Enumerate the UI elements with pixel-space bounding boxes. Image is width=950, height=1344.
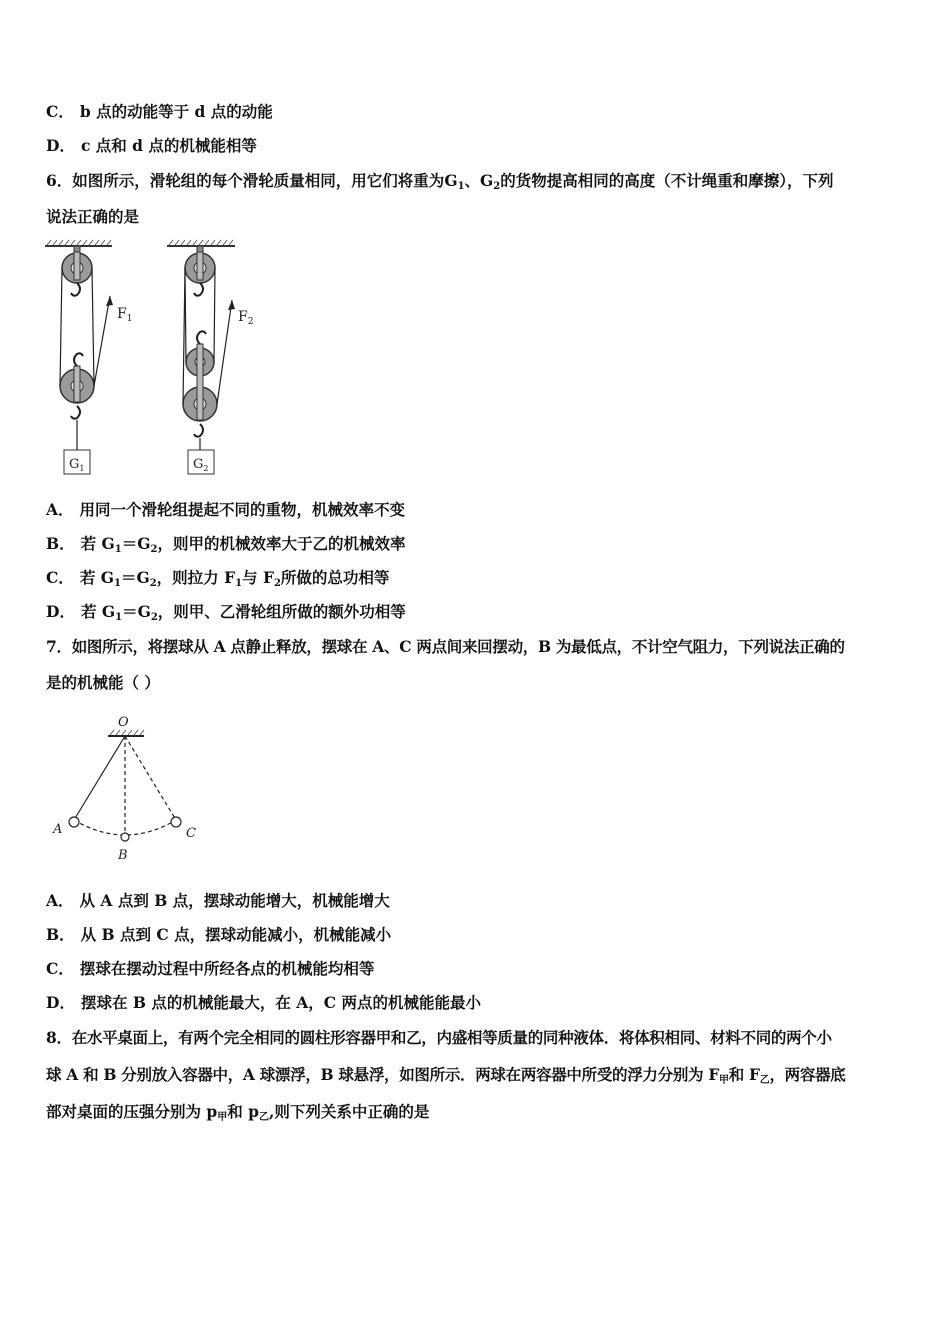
- option-label: B．: [46, 534, 75, 553]
- stem-text: 和 p: [227, 1102, 259, 1121]
- ball-at-a: [69, 817, 79, 827]
- q7-option-a: [46, 891, 906, 911]
- q6-option-c: [46, 568, 906, 594]
- option-label: A．: [46, 500, 74, 519]
- q6-option-b: [46, 534, 906, 560]
- option-label: D．: [46, 993, 75, 1012]
- subscript: 2: [150, 544, 158, 555]
- q6-stem-line1: [46, 171, 906, 197]
- q8-stem-line1: [46, 1028, 906, 1048]
- subscript: 1: [115, 612, 123, 623]
- option-text: ，则甲、乙滑轮组所做的额外功相等: [157, 602, 406, 621]
- option-text: 若 G: [79, 568, 114, 587]
- question-number: 7．: [46, 637, 72, 656]
- option-text: ，则甲的机械效率大于乙的机械效率: [157, 534, 406, 553]
- option-text: b 点的动能等于 d 点的动能: [79, 102, 273, 121]
- q6-option-d: [46, 602, 906, 628]
- option-text: 若 G: [80, 602, 116, 621]
- option-text: ＝G: [122, 602, 151, 621]
- option-text: 用同一个滑轮组提起不同的重物，机械效率不变: [79, 500, 406, 519]
- stem-text: ,则下列关系中正确的是: [268, 1102, 430, 1121]
- q7-stem-line1: [46, 637, 906, 657]
- stem-text: 在水平桌面上，有两个完全相同的圆柱形容器甲和乙，内盛相等质量的同种液体．将体积相同、材料不同的两个小: [71, 1028, 832, 1047]
- subscript: 1: [114, 544, 122, 555]
- subscript: 1: [113, 578, 121, 589]
- q6-stem-line2: [46, 207, 906, 227]
- question-number: 6．: [46, 171, 73, 190]
- subscript: 乙: [759, 1075, 770, 1086]
- subscript: 乙: [258, 1112, 269, 1123]
- option-label: D．: [46, 136, 75, 155]
- option-text: ＝G: [120, 568, 150, 587]
- subscript: 2: [149, 578, 157, 589]
- point-o-label: O: [118, 715, 129, 730]
- point-c-label: C: [186, 826, 196, 841]
- g1-weight-label: $G_1$: [69, 457, 85, 473]
- option-text: 从 A 点到 B 点，摆球动能增大，机械能增大: [79, 891, 390, 910]
- pendulum-figure: [48, 710, 208, 870]
- stem-text: 如图所示，将摆球从 A 点静止释放，摆球在 A、C 两点间来回摆动，B 为最低点，不计空气阻力，下列说法正确的: [71, 637, 845, 656]
- q8-stem-line3: [46, 1102, 906, 1128]
- f1-label: $F_1$: [117, 306, 133, 324]
- pulley-figure: [40, 238, 260, 483]
- point-b-label: B: [118, 848, 128, 863]
- option-label: B．: [46, 925, 75, 944]
- subscript: 2: [150, 612, 158, 623]
- option-label: C．: [46, 959, 74, 978]
- q7-option-d: [46, 993, 906, 1013]
- g1-symbol: G: [444, 171, 458, 190]
- option-text: c 点和 d 点的机械能相等: [80, 136, 257, 155]
- subscript: 2: [273, 578, 281, 589]
- pivot-hatching: [110, 730, 144, 735]
- dashed-string-c: [125, 736, 176, 820]
- ceiling-right: [167, 240, 235, 246]
- stem-text: ，两容器底: [769, 1065, 846, 1084]
- option-text: 从 B 点到 C 点，摆球动能减小，机械能减小: [80, 925, 392, 944]
- option-text: 摆球在摆动过程中所经各点的机械能均相等: [79, 959, 375, 978]
- g2-subscript: 2: [493, 181, 501, 192]
- option-label: C．: [46, 102, 74, 121]
- q7-option-b: [46, 925, 906, 945]
- stem-text: 球 A 和 B 分别放入容器中，A 球漂浮，B 球悬浮，如图所示．两球在两容器中所受的浮力分别为 F: [46, 1065, 720, 1084]
- stem-text: 部对桌面的压强分别为 p: [46, 1102, 218, 1121]
- q8-stem-line2: [46, 1065, 906, 1091]
- stem-text: 的货物提高相同的高度（不计绳重和摩擦），下列: [500, 171, 834, 190]
- q5-option-d: [46, 136, 906, 156]
- subscript: 甲: [719, 1075, 729, 1086]
- option-text: 若 G: [80, 534, 115, 553]
- subscript: 甲: [217, 1112, 228, 1123]
- ball-at-b: [121, 833, 129, 841]
- option-label: D．: [46, 602, 75, 621]
- separator: 、: [464, 171, 481, 190]
- q6-option-a: [46, 500, 906, 520]
- f2-label: $F_2$: [238, 309, 254, 327]
- q5-option-c: [46, 102, 906, 122]
- option-text: 摆球在 B 点的机械能最大，在 A，C 两点的机械能能最小: [80, 993, 482, 1012]
- option-text: ＝G: [121, 534, 151, 553]
- question-number: 8．: [46, 1028, 72, 1047]
- option-label: C．: [46, 568, 74, 587]
- option-text: 所做的总功相等: [280, 568, 390, 587]
- g2-weight-label: $G_2$: [193, 457, 209, 473]
- pulley-system-right: [183, 246, 235, 474]
- q7-stem-line2: [46, 673, 906, 693]
- ceiling-left: [45, 240, 112, 246]
- g1-subscript: 1: [457, 181, 465, 192]
- point-a-label: A: [53, 822, 63, 837]
- stem-text: 说法正确的是: [46, 207, 140, 226]
- ball-at-c: [171, 817, 181, 827]
- option-text: 与 F: [242, 568, 274, 587]
- subscript: 1: [235, 578, 243, 589]
- g2-symbol: G: [480, 171, 494, 190]
- pendulum-string: [74, 736, 125, 820]
- stem-text: 是的机械能（ ）: [46, 673, 160, 692]
- pulley-system-left: [60, 246, 113, 474]
- q7-option-c: [46, 959, 906, 979]
- option-text: ，则拉力 F: [156, 568, 236, 587]
- stem-text: 如图所示，滑轮组的每个滑轮质量相同，用它们将重为: [72, 171, 445, 190]
- stem-text: 和 F: [728, 1065, 760, 1084]
- option-label: A．: [46, 891, 74, 910]
